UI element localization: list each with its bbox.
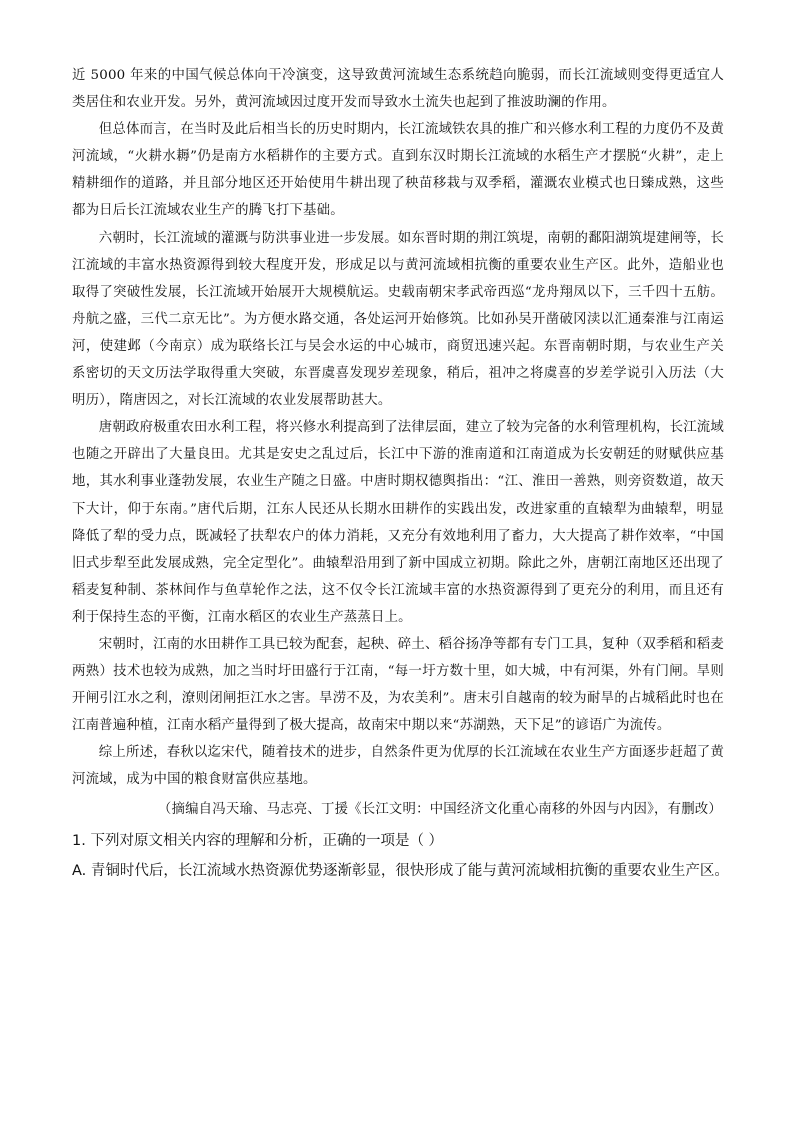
- answer-option-a: A. 青铜时代后，长江流域水热资源优势逐渐彰显，很快形成了能与黄河流域相抗衡的重要农业生产区。: [72, 862, 729, 879]
- reading-passage: [72, 62, 729, 885]
- passage-paragraph: 综上所述，春秋以迄宋代，随着技术的进步，自然条件更为优厚的长江流域在农业生产方面逐步赶超了黄河流域，成为中国的粮食财富供应基地。: [72, 745, 724, 788]
- passage-paragraph: 近 5000 年来的中国气候总体向干冷演变，这导致黄河流域生态系统趋向脆弱，而长江流域则变得更适宜人类居住和农业开发。另外，黄河流域因过度开发而导致水土流失也起到了推波助澜的作用。: [72, 68, 724, 111]
- source-citation: （摘编自冯天瑜、马志亮、丁援《长江文明：中国经济文化重心南移的外因与内因》，有删改）: [157, 801, 722, 817]
- passage-paragraph: 六朝时，长江流域的灌溉与防洪事业进一步发展。如东晋时期的荆江筑堤，南朝的鄱阳湖筑堤建闸等，长江流域的丰富水热资源得到较大程度开发，形成足以与黄河流域相抗衡的重要农业生产区。此外，造船业也取得了突破性发展，长江流域开始展开大规模航运。史载南朝宋孝武帝西巡“龙舟翔凤以下，三千四十五舫。舟航之盛，三代二京无比”。为方便水路交通，各处运河开始修筑。比如孙吴开凿破冈渎以汇通秦淮与江南运河，使建邺（今南京）成为联络长江与吴会水运的中心城市，商贸迅速兴起。东晋南朝时期，与农业生产关系密切的天文历法学取得重大突破，东晋虞喜发现岁差现象，稍后，祖冲之将虞喜的岁差学说引入历法（大明历），隋唐因之，对长江流域的农业发展帮助甚大。: [72, 230, 724, 409]
- question-stem: 1. 下列对原文相关内容的理解和分析，正确的一项是（ ）: [72, 832, 444, 849]
- passage-paragraph: 宋朝时，江南的水田耕作工具已较为配套，起秧、碎土、稻谷扬净等都有专门工具，复种（双季稻和稻麦两熟）技术也较为成熟，加之当时圩田盛行于江南，“每一圩方数十里，如大城，中有河渠，外有门闸。旱则开闸引江水之利，潦则闭闸拒江水之害。旱涝不及，为农美利”。唐末引自越南的较为耐旱的占城稻此时也在江南普遍种植，江南水稻产量得到了极大提高，故南宋中期以来“苏湖熟，天下足”的谚语广为流传。: [72, 636, 724, 734]
- passage-paragraph: 但总体而言，在当时及此后相当长的历史时期内，长江流域铁农具的推广和兴修水利工程的力度仍不及黄河流域，“火耕水耨”仍是南方水稻耕作的主要方式。直到东汉时期长江流域的水稻生产才摆脱“火耕”，走上精耕细作的道路，并且部分地区还开始使用牛耕出现了秧苗移栽与双季稻，灌溉农业模式也日臻成熟，这些都为日后长江流域农业生产的腾飞打下基础。: [72, 122, 724, 219]
- passage-paragraph: 唐朝政府极重农田水利工程，将兴修水利提高到了法律层面，建立了较为完备的水利管理机构，长江流域也随之开辟出了大量良田。尤其是安史之乱过后，长江中下游的淮南道和江南道成为长安朝廷的财赋供应基地，其水利事业蓬勃发展，农业生产随之日盛。中唐时期权德舆指出：“江、淮田一善熟，则旁资数道，故天下大计，仰于东南。”唐代后期，江东人民还从长期水田耕作的实践出发，改进家重的直辕犁为曲辕犁，明显降低了犁的受力点，既减轻了扶犁农户的体力消耗，又充分有效地利用了畜力，大大提高了耕作效率，“中国旧式步犁至此发展成熟，完全定型化”。曲辕犁沿用到了新中国成立初期。除此之外，唐朝江南地区还出现了稻麦复种制、茶林间作与鱼草轮作之法，这不仅令长江流域丰富的水热资源得到了更充分的利用，而且还有利于保持生态的平衡，江南水稻区的农业生产蒸蒸日上。: [72, 420, 724, 625]
